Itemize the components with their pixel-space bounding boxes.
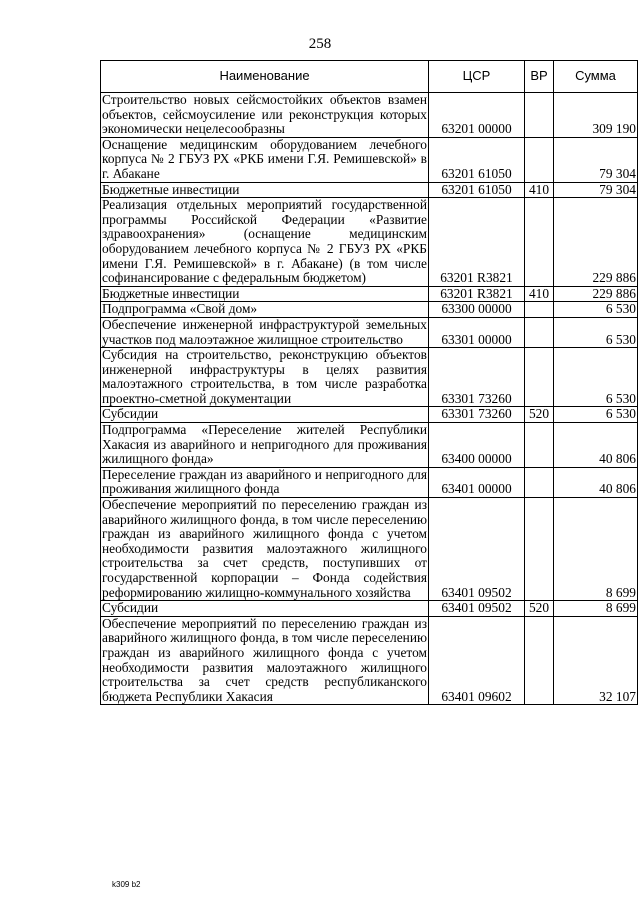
table-row xyxy=(101,423,638,468)
row-csr: 63401 00000 xyxy=(429,467,525,497)
row-csr: 63401 09502 xyxy=(429,601,525,617)
row-name: Субсидии xyxy=(101,407,429,423)
row-sum: 8 699 xyxy=(554,498,638,601)
row-name: Бюджетные инвестиции xyxy=(101,182,429,198)
table-row xyxy=(101,407,638,423)
row-vr: 520 xyxy=(525,601,554,617)
row-csr: 63300 00000 xyxy=(429,302,525,318)
row-csr: 63401 09602 xyxy=(429,616,525,705)
row-csr: 63201 R3821 xyxy=(429,198,525,287)
row-name: Оснащение медицинским оборудованием лечебного корпуса № 2 ГБУЗ РХ «РКБ имени Г.Я. Ремишевской» в г. Абакане xyxy=(102,136,427,181)
row-vr: 410 xyxy=(525,182,554,198)
row-csr: 63301 73260 xyxy=(429,348,525,407)
budget-table xyxy=(100,60,638,705)
row-name: Бюджетные инвестиции xyxy=(101,286,429,302)
table-row xyxy=(101,182,638,198)
row-sum: 6 530 xyxy=(554,302,638,318)
row-sum: 229 886 xyxy=(554,198,638,287)
row-name: Субсидия на строительство, реконструкцию объектов инженерной инфраструктуры в целях развития малоэтажного строительства, в том числе разработка проектно-сметной документации xyxy=(102,347,427,406)
row-sum: 6 530 xyxy=(554,348,638,407)
table-row xyxy=(101,601,638,617)
header-name: Наименование xyxy=(101,61,429,93)
row-sum: 229 886 xyxy=(554,286,638,302)
row-csr: 63201 61050 xyxy=(429,182,525,198)
table-header-row xyxy=(101,61,638,93)
row-vr xyxy=(525,93,554,138)
row-csr: 63201 61050 xyxy=(429,137,525,182)
row-sum: 40 806 xyxy=(554,423,638,468)
row-vr xyxy=(525,467,554,497)
row-csr: 63201 00000 xyxy=(429,93,525,138)
row-vr xyxy=(525,423,554,468)
row-vr: 410 xyxy=(525,286,554,302)
row-sum: 8 699 xyxy=(554,601,638,617)
row-vr xyxy=(525,348,554,407)
row-name: Обеспечение мероприятий по переселению граждан из аварийного жилищного фонда, в том числе переселению граждан из аварийного жилищного фонда с учетом необходимости развития малоэтажного жилищного строительства за счет средств республиканского бюджета Республики Хакасия xyxy=(102,615,427,704)
row-sum: 32 107 xyxy=(554,616,638,705)
row-name: Обеспечение инженерной инфраструктурой земельных участков под малоэтажное жилищное строительство xyxy=(102,316,427,347)
table-row xyxy=(101,137,638,182)
row-sum: 309 190 xyxy=(554,93,638,138)
row-vr xyxy=(525,198,554,287)
row-sum: 79 304 xyxy=(554,182,638,198)
row-csr: 63400 00000 xyxy=(429,423,525,468)
row-csr: 63301 73260 xyxy=(429,407,525,423)
header-vr: ВР xyxy=(525,61,554,93)
row-name: Подпрограмма «Переселение жителей Республики Хакасия из аварийного и непригодного для проживания жилищного фонда» xyxy=(102,422,427,467)
table-row xyxy=(101,302,638,318)
page-number: 258 xyxy=(308,36,332,52)
row-sum: 6 530 xyxy=(554,317,638,347)
row-vr: 520 xyxy=(525,407,554,423)
row-vr xyxy=(525,317,554,347)
row-name: Подпрограмма «Свой дом» xyxy=(101,302,429,318)
row-vr xyxy=(525,498,554,601)
table-row xyxy=(101,286,638,302)
row-vr xyxy=(525,137,554,182)
row-name: Переселение граждан из аварийного и непригодного для проживания жилищного фонда xyxy=(102,466,427,497)
header-sum: Сумма xyxy=(554,61,638,93)
row-name: Реализация отдельных мероприятий государственной программы Российской Федерации «Развитие здравоохранения» (оснащение медицинским оборудованием лечебного корпуса № 2 ГБУЗ РХ «РКБ имени Г.Я. Ремишевской» в г. Абакане) (в том числе софинансирование с федеральным бюджетом) xyxy=(102,197,427,286)
table-row xyxy=(101,348,638,407)
row-csr: 63201 R3821 xyxy=(429,286,525,302)
row-csr: 63401 09502 xyxy=(429,498,525,601)
table-row xyxy=(101,498,638,601)
row-sum: 40 806 xyxy=(554,467,638,497)
table-row xyxy=(101,616,638,705)
table-row xyxy=(101,93,638,138)
row-vr xyxy=(525,302,554,318)
row-name: Субсидии xyxy=(101,601,429,617)
table-row xyxy=(101,317,638,347)
row-csr: 63301 00000 xyxy=(429,317,525,347)
row-name: Обеспечение мероприятий по переселению граждан из аварийного жилищного фонда, в том числе переселению граждан из аварийного жилищного фонда с учетом необходимости развития малоэтажного жилищного строительства за счет средств, поступивших от государственной корпорации – Фонда содействия реформированию жилищно-коммунального хозяйства xyxy=(102,497,427,600)
table-row xyxy=(101,467,638,497)
table-row xyxy=(101,198,638,287)
row-name: Строительство новых сейсмостойких объектов взамен объектов, сейсмоусиление или реконструкция которых экономически нецелесообразны xyxy=(102,92,427,137)
footer-code: k309 b2 xyxy=(112,880,141,889)
row-sum: 79 304 xyxy=(554,137,638,182)
row-sum: 6 530 xyxy=(554,407,638,423)
row-vr xyxy=(525,616,554,705)
header-csr: ЦСР xyxy=(429,61,525,93)
